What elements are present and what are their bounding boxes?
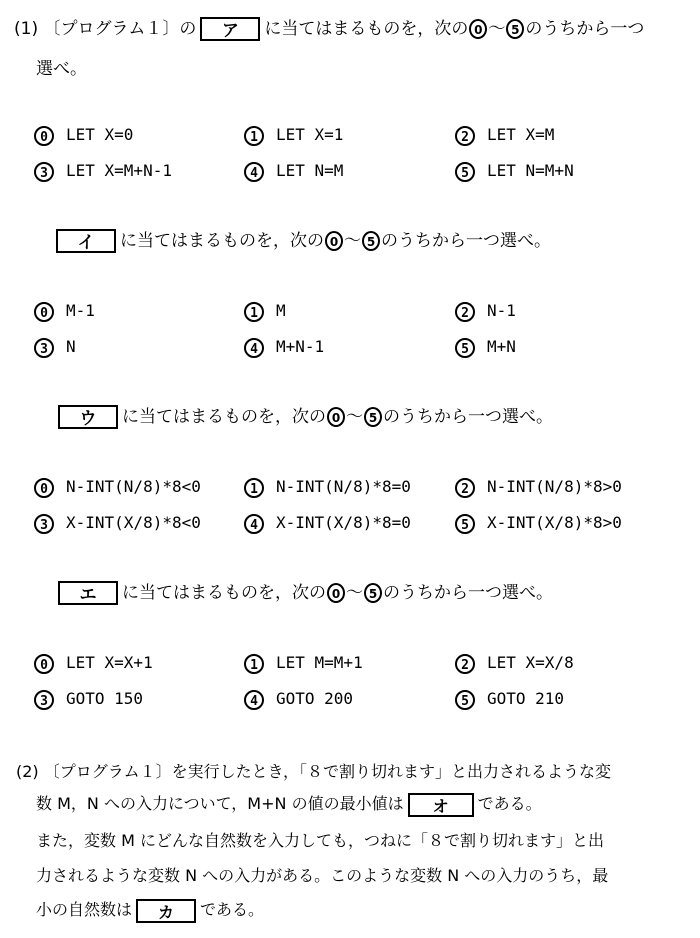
circled-5-icon: 5 [364,583,382,603]
choice-i-1[interactable]: 1 M [244,299,286,323]
answer-box-e[interactable]: エ [58,581,118,605]
choice-i-0[interactable]: 0 M-1 [34,299,95,323]
circled-number-icon: 2 [455,126,475,146]
circled-number-icon: 4 [244,514,264,534]
question-e-line: エ に当てはまるものを，次の 0 ～ 5 のうちから一つ選べ。 [54,581,553,605]
circled-number-icon: 3 [34,338,54,358]
question-u-line: ウ に当てはまるものを，次の 0 ～ 5 のうちから一つ選べ。 [54,405,553,429]
answer-box-a[interactable]: ア [200,17,260,41]
circled-number-icon: 0 [34,302,54,322]
choice-u-3[interactable]: 3 X-INT(X/8)*8<0 [34,511,201,535]
choice-e-4[interactable]: 4 GOTO 200 [244,687,353,711]
question-1-line [14,17,644,41]
answer-box-o[interactable]: オ [408,793,474,817]
circled-number-icon: 4 [244,338,264,358]
choice-a-1[interactable]: 1 LET X=1 [244,123,343,147]
circled-number-icon: 5 [455,162,475,182]
choice-a-5[interactable]: 5 LET N=M+N [455,159,574,183]
circled-number-icon: 4 [244,690,264,710]
circled-0-icon: 0 [327,407,345,427]
question-2-line1: (2) 〔プログラム１〕を実行したとき，「８で割り切れます」と出力されるような変 [16,762,611,781]
choice-e-5[interactable]: 5 GOTO 210 [455,687,564,711]
choice-u-1[interactable]: 1 N-INT(N/8)*8=0 [244,475,411,499]
circled-5-icon: 5 [362,231,380,251]
circled-0-icon: 0 [327,583,345,603]
choice-u-2[interactable]: 2 N-INT(N/8)*8>0 [455,475,622,499]
question-2-line5: 小の自然数は カ である。 [36,900,265,922]
circled-number-icon: 5 [455,690,475,710]
choice-i-3[interactable]: 3 N [34,335,76,359]
answer-box-u[interactable]: ウ [58,405,118,429]
choice-u-0[interactable]: 0 N-INT(N/8)*8<0 [34,475,201,499]
question-1-number: (1) [14,19,39,39]
choice-a-0[interactable]: 0 LET X=0 [34,123,133,147]
choice-a-3[interactable]: 3 LET X=M+N-1 [34,159,172,183]
circled-number-icon: 1 [244,126,264,146]
circled-5-icon: 5 [506,19,524,39]
choice-a-4[interactable]: 4 LET N=M [244,159,343,183]
circled-number-icon: 0 [34,126,54,146]
circled-number-icon: 2 [455,478,475,498]
circled-0-icon: 0 [469,19,487,39]
question-2-line4: 力されるような変数 N への入力がある。このような変数 N への入力のうち，最 [36,866,609,885]
circled-number-icon: 1 [244,478,264,498]
choice-u-4[interactable]: 4 X-INT(X/8)*8=0 [244,511,411,535]
choice-e-3[interactable]: 3 GOTO 150 [34,687,143,711]
question-1-prefix: 〔プログラム１〕の [43,19,197,39]
circled-number-icon: 1 [244,302,264,322]
circled-number-icon: 3 [34,162,54,182]
choice-i-5[interactable]: 5 M+N [455,335,516,359]
question-2-line2: 数 M，N への入力について，M+N の値の最小値は オ である。 [36,794,542,816]
circled-number-icon: 2 [455,302,475,322]
question-i-line: イ に当てはまるものを，次の 0 ～ 5 のうちから一つ選べ。 [52,229,551,253]
choice-a-2[interactable]: 2 LET X=M [455,123,554,147]
choice-e-1[interactable]: 1 LET M=M+1 [244,651,363,675]
question-1-end: のうちから一つ [525,19,645,39]
question-2-number: (2) [16,762,39,781]
circled-number-icon: 0 [34,654,54,674]
circled-number-icon: 0 [34,478,54,498]
circled-number-icon: 2 [455,654,475,674]
choice-u-5[interactable]: 5 X-INT(X/8)*8>0 [455,511,622,535]
circled-number-icon: 5 [455,338,475,358]
circled-number-icon: 3 [34,514,54,534]
answer-box-ka[interactable]: カ [136,899,196,923]
circled-0-icon: 0 [325,231,343,251]
answer-box-i[interactable]: イ [56,229,116,253]
circled-5-icon: 5 [364,407,382,427]
question-2-line3: また，変数 M にどんな自然数を入力しても，つねに「８で割り切れます」と出 [36,831,604,850]
choice-e-0[interactable]: 0 LET X=X+1 [34,651,153,675]
tilde: ～ [488,19,506,39]
circled-number-icon: 4 [244,162,264,182]
circled-number-icon: 3 [34,690,54,710]
circled-number-icon: 5 [455,514,475,534]
question-1-suffix: に当てはまるものを，次の [264,19,469,39]
choice-i-2[interactable]: 2 N-1 [455,299,516,323]
circled-number-icon: 1 [244,654,264,674]
choice-e-2[interactable]: 2 LET X=X/8 [455,651,574,675]
question-1-line2: 選べ。 [36,59,87,79]
choice-i-4[interactable]: 4 M+N-1 [244,335,324,359]
